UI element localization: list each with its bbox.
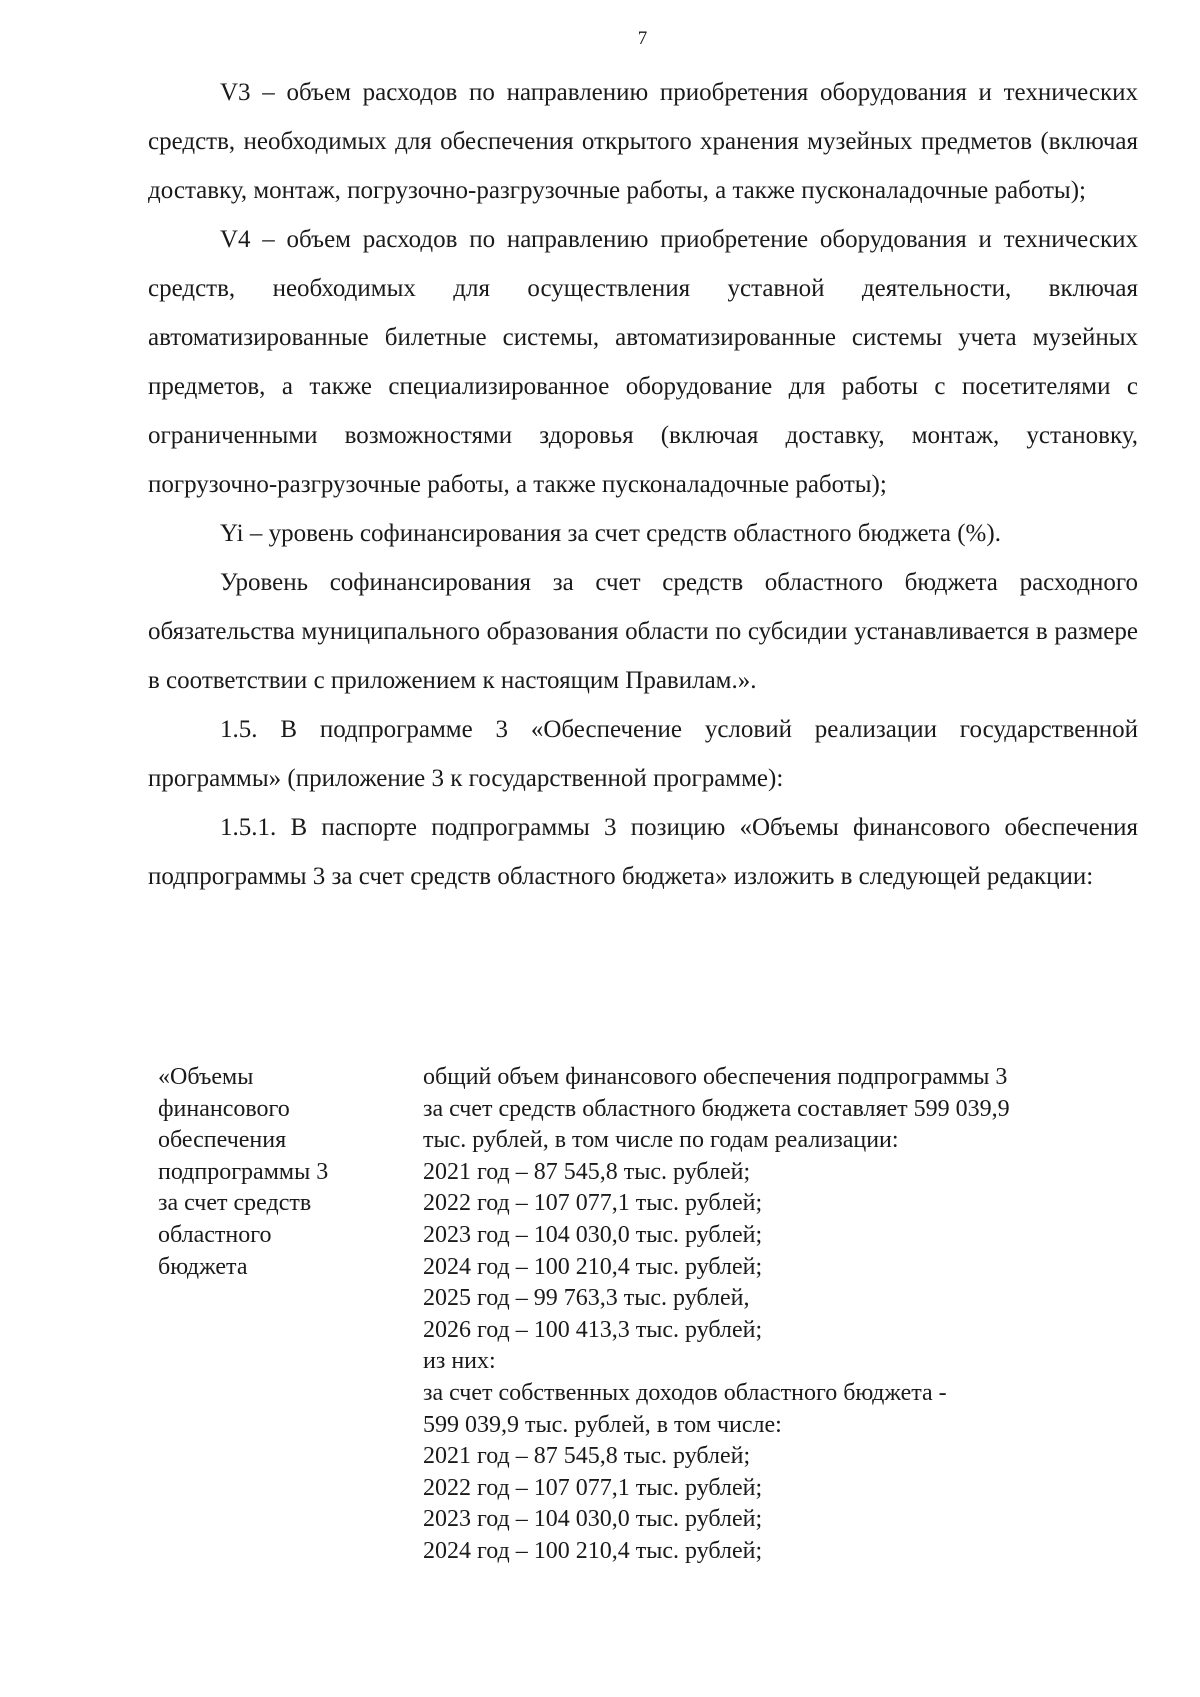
passport-value-line: общий объем финансового обеспечения подпрограммы 3: [423, 1064, 1008, 1090]
passport-label-line: за счет средств: [158, 1190, 312, 1217]
passport-value-line: за счет собственных доходов областного бюджета -: [423, 1379, 947, 1406]
passport-value-line: тыс. рублей, в том числе по годам реализации:: [423, 1127, 899, 1154]
passport-value-line: 2021 год – 87 545,8 тыс. рублей;: [423, 1158, 751, 1185]
passport-value-line: из них:: [423, 1348, 496, 1375]
passport-value-column: [423, 1062, 1143, 1568]
passport-label-line: бюджета: [158, 1253, 248, 1280]
passport-value-line: 2023 год – 104 030,0 тыс. рублей;: [423, 1506, 763, 1533]
passport-value-line: 2022 год – 107 077,1 тыс. рублей;: [423, 1190, 763, 1217]
passport-label-line: обеспечения: [158, 1127, 287, 1154]
passport-value-line: 2023 год – 104 030,0 тыс. рублей;: [423, 1221, 763, 1248]
passport-label-line: финансового: [158, 1095, 290, 1122]
passport-value-line: 2025 год – 99 763,3 тыс. рублей,: [423, 1285, 750, 1312]
passport-value-line: 2024 год – 100 210,4 тыс. рублей;: [423, 1253, 763, 1280]
passport-value-line: 599 039,9 тыс. рублей, в том числе:: [423, 1411, 782, 1438]
passport-value-line: за счет средств областного бюджета составляет 599 039,9: [423, 1095, 1010, 1122]
paragraph-v3-definition: V3 – объем расходов по направлению приобретения оборудования и технических средств, необходимых для обеспечения открытого хранения музейных предметов (включая доставку, монтаж, погрузочно-разгрузочные работы, а также пусконаладочные работы);: [148, 79, 1138, 204]
passport-value-line: 2021 год – 87 545,8 тыс. рублей;: [423, 1443, 751, 1470]
passport-label-line: подпрограммы 3: [158, 1158, 329, 1185]
paragraph-section-1-5: 1.5. В подпрограмме 3 «Обеспечение условий реализации государственной программы» (приложение 3 к государственной программе):: [148, 716, 1138, 792]
passport-label-column: [158, 1062, 388, 1283]
passport-value-line: 2026 год – 100 413,3 тыс. рублей;: [423, 1316, 763, 1343]
passport-value-line: 2024 год – 100 210,4 тыс. рублей;: [423, 1537, 763, 1564]
paragraph-v4-definition: V4 – объем расходов по направлению приобретение оборудования и технических средств, необходимых для осуществления уставной деятельности, включая автоматизированные билетные системы, автоматизированные системы учета музейных предметов, а также специализированное оборудование для работы с посетителями с ограниченными возможностями здоровья (включая доставку, монтаж, установку, погрузочно-разгрузочные работы, а также пусконаладочные работы);: [148, 226, 1138, 498]
passport-label-line: областного: [158, 1221, 272, 1248]
paragraph-yi-definition: Yi – уровень софинансирования за счет средств областного бюджета (%).: [220, 520, 1001, 547]
paragraph-cofinancing-level: Уровень софинансирования за счет средств областного бюджета расходного обязательства муниципального образования области по субсидии устанавливается в размере в соответствии с приложением к настоящим Правилам.».: [148, 569, 1138, 694]
body-text: [148, 68, 1138, 901]
page-number: 7: [637, 28, 648, 49]
paragraph-section-1-5-1: 1.5.1. В паспорте подпрограммы 3 позицию «Объемы финансового обеспечения подпрограммы 3 за счет средств областного бюджета» изложить в следующей редакции:: [148, 814, 1138, 890]
passport-value-line: 2022 год – 107 077,1 тыс. рублей;: [423, 1474, 763, 1501]
passport-label-line: «Объемы: [158, 1064, 254, 1090]
